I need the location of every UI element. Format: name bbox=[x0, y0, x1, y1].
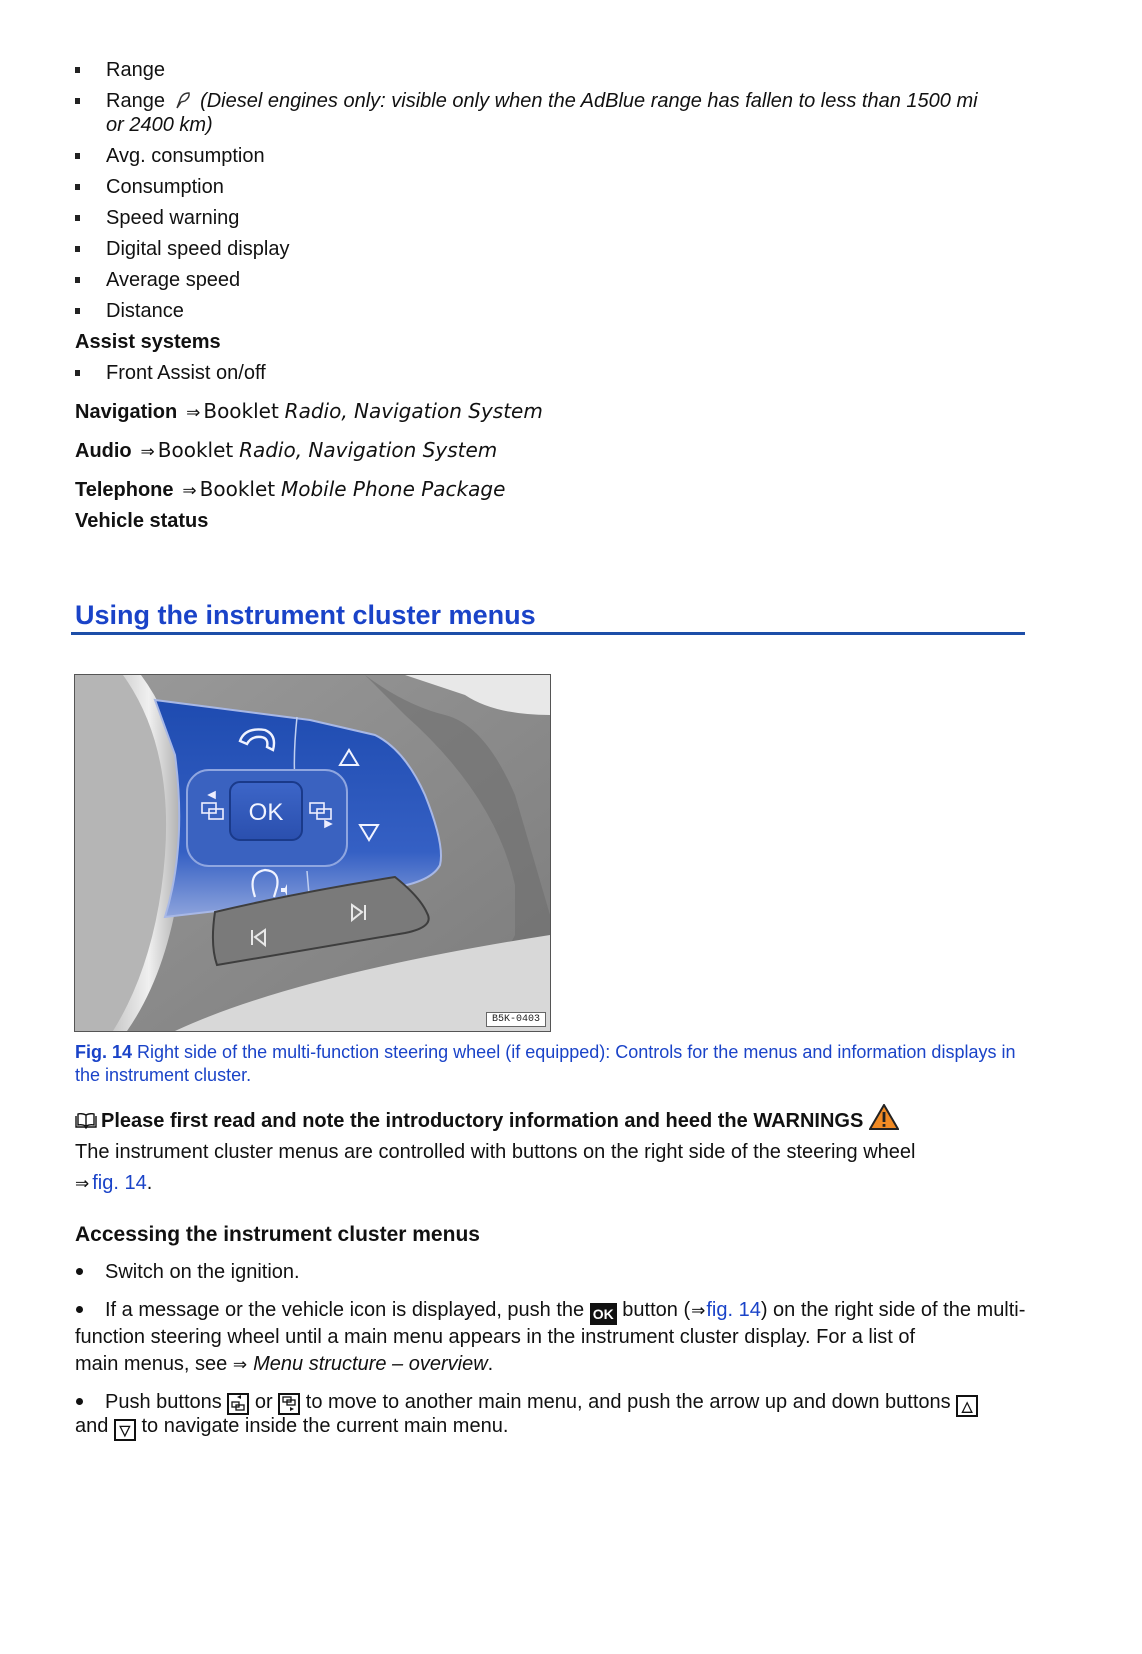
arrow-up-button-icon: △ bbox=[956, 1395, 978, 1417]
bullet-icon bbox=[76, 1306, 83, 1313]
bullet-icon bbox=[76, 1268, 83, 1275]
bullet-icon bbox=[75, 246, 80, 252]
figure-link[interactable]: fig. 14 bbox=[92, 1172, 147, 1194]
intro-text-ref: ⇒ fig. 14. bbox=[75, 1172, 153, 1194]
bullet-icon bbox=[75, 67, 80, 73]
bullet-icon bbox=[76, 1398, 83, 1405]
ok-button-label: OK bbox=[248, 799, 284, 826]
intro-notice: Please first read and note the introductory information and heed the WARNINGS bbox=[75, 1104, 1035, 1137]
figure-link[interactable]: fig. 14 bbox=[706, 1299, 761, 1321]
bullet-icon bbox=[75, 184, 80, 190]
section-divider bbox=[71, 632, 1025, 635]
accessing-heading: Accessing the instrument cluster menus bbox=[75, 1223, 480, 1246]
xref-telephone: Telephone ⇒ Booklet Mobile Phone Package bbox=[75, 477, 506, 501]
bullet-icon bbox=[75, 308, 80, 314]
arrow-icon: ⇒ bbox=[691, 1301, 706, 1321]
bullet-icon bbox=[75, 153, 80, 159]
booklet-link[interactable]: Radio, Navigation System bbox=[239, 438, 498, 462]
booklet-link[interactable]: Mobile Phone Package bbox=[280, 477, 506, 501]
section-title: Using the instrument cluster menus bbox=[75, 600, 536, 630]
arrow-down-button-icon: ▽ bbox=[114, 1419, 136, 1441]
warning-icon bbox=[869, 1104, 899, 1130]
figure-label: B5K-0403 bbox=[486, 1012, 546, 1027]
menu-right-button-icon bbox=[278, 1393, 300, 1415]
bullet-icon bbox=[75, 98, 80, 104]
intro-text: The instrument cluster menus are controlled with buttons on the right side of the steering wheel bbox=[75, 1141, 916, 1163]
figure-number: Fig. 14 bbox=[75, 1042, 133, 1062]
step-item: Switch on the ignition. bbox=[75, 1260, 1035, 1284]
xref-audio: Audio ⇒ Booklet Radio, Navigation System bbox=[75, 438, 498, 462]
steering-wheel-figure bbox=[74, 674, 551, 1032]
menu-left-button-icon bbox=[227, 1393, 249, 1415]
adblue-nozzle-icon bbox=[174, 90, 192, 110]
bullet-icon bbox=[75, 277, 80, 283]
assist-systems-heading: Assist systems bbox=[75, 331, 221, 353]
vehicle-status-heading: Vehicle status bbox=[75, 510, 209, 532]
step-item-continuation: main menus, see ⇒ Menu structure – overview. bbox=[75, 1353, 494, 1375]
step-item: If a message or the vehicle icon is displayed, push the OK button (⇒fig. 14) on the right side of the multi-function steering wheel until a main menu appears in the instrument cluster display. For a list of bbox=[75, 1299, 1026, 1348]
arrow-icon: ⇒ bbox=[186, 403, 201, 423]
step-item: Push buttons or to move to another main menu, and push the arrow up and down buttons △ bbox=[75, 1390, 1035, 1417]
arrow-icon: ⇒ bbox=[182, 481, 197, 501]
xref-navigation: Navigation ⇒ Booklet Radio, Navigation System bbox=[75, 399, 543, 423]
arrow-icon: ⇒ bbox=[140, 442, 155, 462]
steering-wheel-illustration bbox=[75, 675, 550, 1031]
bullet-icon bbox=[75, 370, 80, 376]
book-icon bbox=[75, 1113, 97, 1129]
bullet-icon bbox=[75, 215, 80, 221]
figure-caption: Fig. 14 Right side of the multi-function steering wheel (if equipped): Controls for the menus and information displays in the instrument cluster. bbox=[75, 1042, 1016, 1085]
booklet-link[interactable]: Radio, Navigation System bbox=[284, 399, 543, 423]
arrow-icon: ⇒ bbox=[75, 1174, 90, 1194]
menu-structure-link[interactable]: Menu structure – overview bbox=[253, 1353, 488, 1375]
step-item-continuation: and ▽ to navigate inside the current main menu. bbox=[75, 1414, 1035, 1441]
ok-button-icon: OK bbox=[590, 1303, 617, 1325]
arrow-icon: ⇒ bbox=[232, 1355, 248, 1375]
